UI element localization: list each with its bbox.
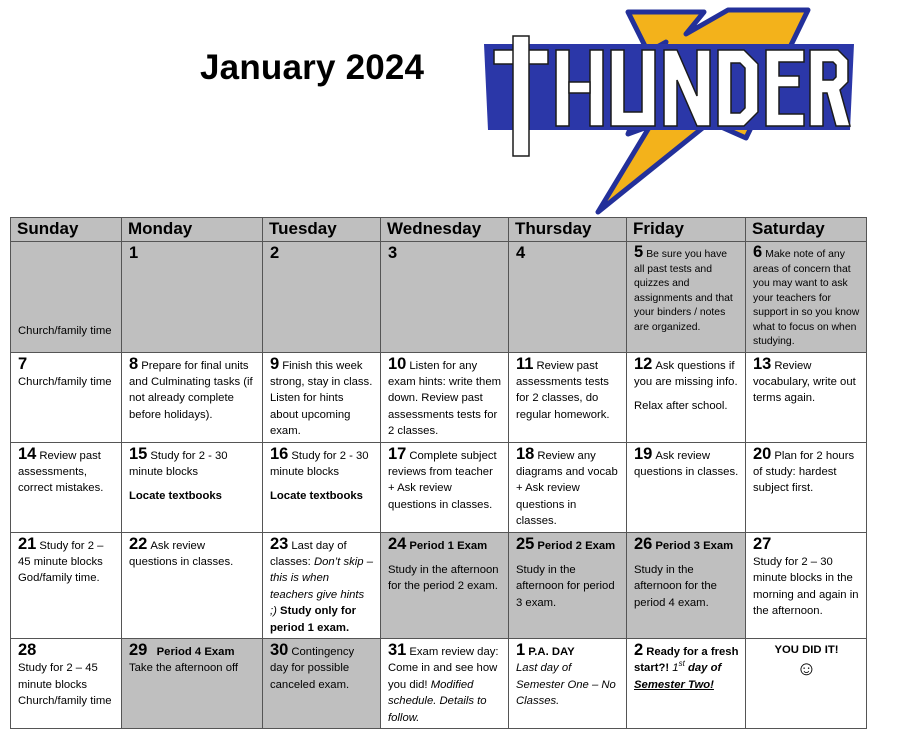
day-number: 6: [753, 243, 763, 261]
day-note-bold: Locate textbooks: [129, 490, 222, 503]
day-note: Study for 2 - 30 minute blocks: [270, 449, 369, 478]
week-row-4: [11, 532, 867, 638]
day-note: Ask questions if you are missing info.: [634, 359, 738, 388]
day-note: Study in the afternoon for the period 2 exam.: [388, 563, 499, 593]
smiley-icon: ☺: [796, 658, 817, 681]
exam-label: Period 1 Exam: [409, 539, 488, 552]
day-note-bold: Study only for period 1 exam.: [270, 605, 356, 634]
day-number: 17: [388, 444, 407, 463]
day-cell: [509, 442, 627, 532]
day-note: Review vocabulary, write out terms again.: [753, 359, 856, 405]
day-cell: [11, 442, 122, 532]
day-number: 2: [634, 641, 644, 659]
day-cell: [263, 242, 381, 353]
day-cell: [122, 639, 263, 729]
day-cell: [627, 532, 746, 638]
day-number: 2: [270, 244, 280, 262]
day-number: 20: [753, 444, 772, 463]
header-tuesday: Tuesday: [263, 218, 381, 242]
day-note-italic: day of: [687, 662, 722, 675]
day-number: 10: [388, 354, 407, 373]
day-note: Review past assessments tests for 2 classes, do regular homework.: [516, 359, 610, 421]
header-friday: Friday: [627, 218, 746, 242]
day-cell: [11, 532, 122, 638]
exam-label: Period 2 Exam: [537, 539, 616, 552]
pa-day-label: P.A. DAY: [528, 646, 575, 658]
day-number: 9: [270, 354, 280, 373]
day-note: Exam review day: Come in and see how you did!: [388, 646, 499, 691]
day-cell: [746, 352, 867, 442]
week-row-5: [11, 639, 867, 729]
day-number: 8: [129, 354, 139, 373]
header-monday: Monday: [122, 218, 263, 242]
day-cell: [11, 352, 122, 442]
day-cell: [627, 639, 746, 729]
week-row-1: [11, 242, 867, 353]
calendar-grid: [10, 217, 867, 729]
day-number: 7: [18, 354, 28, 373]
day-note: Relax after school.: [634, 400, 728, 413]
day-note: Church/family time: [18, 325, 112, 338]
weekday-header-row: [11, 218, 867, 242]
day-cell: [509, 532, 627, 638]
day-cell: [509, 352, 627, 442]
day-note: Last day of classes:: [270, 539, 347, 568]
day-number: 28: [18, 641, 37, 659]
day-note: Ask review questions in classes.: [129, 539, 234, 568]
day-cell: [122, 442, 263, 532]
header-thursday: Thursday: [509, 218, 627, 242]
day-number: 13: [753, 354, 772, 373]
day-note: Study for 2 - 30 minute blocks: [129, 449, 228, 478]
header-sunday: Sunday: [11, 218, 122, 242]
day-note-bold: Locate textbooks: [270, 490, 363, 503]
day-cell: [11, 639, 122, 729]
day-note: Review past assessments, correct mistakes.: [18, 449, 104, 495]
ordinal-suffix: st: [678, 659, 685, 669]
exam-label: Period 3 Exam: [655, 539, 734, 552]
day-note-italic: Last day of Semester One – No Classes.: [516, 662, 616, 708]
day-cell: [122, 242, 263, 353]
day-number: 26: [634, 534, 653, 553]
day-note: Finish this week strong, stay in class. Listen for hints about upcoming exam.: [270, 359, 373, 438]
day-number: 1: [129, 244, 139, 262]
day-note: Church/family time: [18, 375, 112, 388]
day-cell: [746, 442, 867, 532]
day-note: Listen for any exam hints: write them down. Review past assessments tests for 2 classes.: [388, 359, 502, 438]
day-cell: [263, 639, 381, 729]
day-cell: [381, 442, 509, 532]
thunder-logo: [478, 6, 858, 218]
day-cell: [11, 242, 122, 353]
day-number: 30: [270, 641, 289, 659]
day-note: Contingency day for possible canceled exam.: [270, 646, 355, 691]
day-number: 19: [634, 444, 653, 463]
page-title: January 2024: [200, 48, 425, 87]
day-note: Ask review questions in classes.: [634, 449, 739, 478]
day-cell: [122, 352, 263, 442]
day-number: 5: [634, 243, 644, 261]
day-note: Study in the afternoon for the period 4 exam.: [634, 563, 717, 609]
day-cell: [381, 532, 509, 638]
day-note: Review any diagrams and vocab + Ask review questions in classes.: [516, 449, 618, 528]
day-note-italic: Don’t skip – this is when teachers give hints ;): [270, 555, 373, 618]
header-saturday: Saturday: [746, 218, 867, 242]
day-cell: [381, 242, 509, 353]
day-cell: [746, 532, 867, 638]
day-note: Plan for 2 hours of study: hardest subject first.: [753, 449, 855, 495]
day-cell: [263, 532, 381, 638]
day-number: 24: [388, 534, 407, 553]
day-number: 1: [516, 641, 526, 659]
day-number: 31: [388, 641, 407, 659]
day-cell: [627, 242, 746, 353]
exam-label: Period 4 Exam: [156, 646, 235, 658]
day-cell: [746, 242, 867, 353]
week-row-2: [11, 352, 867, 442]
day-note: Study for 2 – 45 minute blocks God/family time.: [18, 539, 104, 585]
day-cell: [627, 442, 746, 532]
week-row-3: [11, 442, 867, 532]
you-did-it-text: YOU DID IT!: [774, 644, 839, 656]
day-cell: [122, 532, 263, 638]
day-number: 16: [270, 444, 289, 463]
day-number: 22: [129, 534, 148, 553]
day-note-italic: Modified schedule. Details to follow.: [388, 678, 487, 724]
day-cell: [263, 442, 381, 532]
semester-two-label: Semester Two!: [634, 678, 714, 691]
day-cell: [381, 352, 509, 442]
day-note: Complete subject reviews from teacher + Ask review questions in classes.: [388, 449, 497, 511]
day-number: 4: [516, 244, 526, 262]
day-cell: [263, 352, 381, 442]
day-note: Take the afternoon off: [129, 662, 239, 675]
day-cell: [509, 639, 627, 729]
day-number: 27: [753, 534, 772, 553]
day-cell: [509, 242, 627, 353]
day-note-italic: 1: [672, 662, 679, 675]
day-note: Prepare for final units and Culminating tasks (if not already complete before holidays).: [129, 359, 253, 421]
day-number: 3: [388, 244, 398, 262]
day-note: Study for 2 – 45 minute blocks Church/family time: [18, 662, 112, 708]
day-note: Be sure you have all past tests and quizzes and assignments and that your binders / notes are organized.: [634, 249, 733, 333]
day-cell: [381, 639, 509, 729]
day-cell: [627, 352, 746, 442]
day-number: 14: [18, 444, 37, 463]
day-note: Study in the afternoon for period 3 exam.: [516, 563, 615, 609]
day-note-bold: Ready for a fresh start?!: [634, 646, 739, 675]
day-number: 25: [516, 534, 535, 553]
day-number: 21: [18, 534, 37, 553]
day-number: 23: [270, 534, 289, 553]
day-number: 18: [516, 444, 535, 463]
day-note: Make note of any areas of concern that you may want to ask your teachers for support in so you know what to focus on when studying.: [753, 249, 860, 347]
day-number: 29: [129, 641, 148, 659]
header-wednesday: Wednesday: [381, 218, 509, 242]
day-number: 15: [129, 444, 148, 463]
day-number: 11: [516, 354, 534, 373]
you-did-it-cell: [746, 639, 867, 729]
day-number: 12: [634, 354, 653, 373]
day-note: Study for 2 – 30 minute blocks in the morning and again in the afternoon.: [753, 555, 859, 618]
